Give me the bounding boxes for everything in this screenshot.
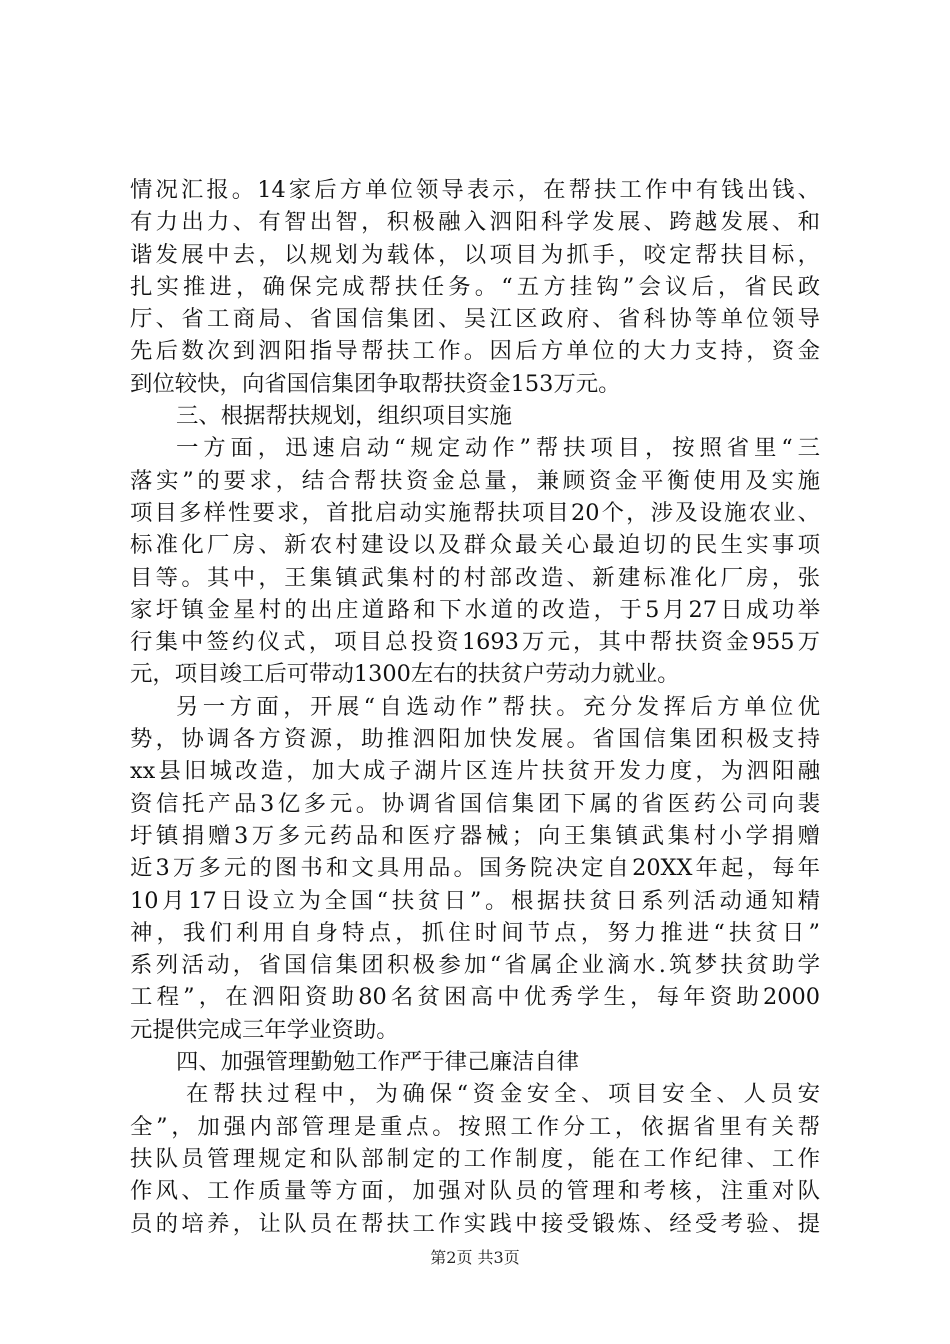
text-line: 在帮扶过程中，为确保“资金安全、项目安全、人员安 xyxy=(186,1081,820,1108)
text-line: 三、根据帮扶规划，组织项目实施 xyxy=(176,403,512,430)
document-body xyxy=(130,174,820,1240)
text-line: 10月17日设立为全国“扶贫日”。根据扶贫日系列活动通知精 xyxy=(130,887,820,914)
text-line: 先后数次到泗阳指导帮扶工作。因后方单位的大力支持，资金 xyxy=(130,338,820,365)
text-line: 近3万多元的图书和文具用品。国务院决定自20XX年起，每年 xyxy=(130,855,820,882)
paragraph xyxy=(130,1078,820,1239)
text-line: 四、加强管理勤勉工作严于律己廉洁自律 xyxy=(176,1049,580,1076)
text-line: 项目多样性要求，首批启动实施帮扶项目20个，涉及设施农业、 xyxy=(130,499,820,526)
text-line: 另一方面，开展“自选动作”帮扶。充分发挥后方单位优 xyxy=(176,693,820,720)
text-line: xx县旧城改造，加大成子湖片区连片扶贫开发力度，为泗阳融 xyxy=(130,758,820,785)
text-line: 情况汇报。14家后方单位领导表示，在帮扶工作中有钱出钱、 xyxy=(130,177,820,203)
text-line: 圩镇捐赠3万多元药品和医疗器械；向王集镇武集村小学捐赠 xyxy=(130,822,820,849)
text-line: 资信托产品3亿多元。协调省国信集团下属的省医药公司向裴 xyxy=(130,790,820,817)
text-line: 落实”的要求，结合帮扶资金总量，兼顾资金平衡使用及实施 xyxy=(130,467,820,494)
text-line: 厅、省工商局、省国信集团、吴江区政府、省科协等单位领导 xyxy=(130,306,820,333)
text-line: 目等。其中，王集镇武集村的村部改造、新建标准化厂房，张 xyxy=(130,564,820,591)
text-line: 到位较快，向省国信集团争取帮扶资金153万元。 xyxy=(130,370,621,397)
text-line: 工程”，在泗阳资助80名贫困高中优秀学生，每年资助2000 xyxy=(130,984,820,1011)
text-line: 扎实推进，确保完成帮扶任务。“五方挂钩”会议后，省民政 xyxy=(130,273,820,300)
text-line: 扶队员管理规定和队部制定的工作制度，能在工作纪律、工作 xyxy=(130,1145,820,1172)
text-line: 系列活动，省国信集团积极参加“省属企业滴水.筑梦扶贫助学 xyxy=(130,952,820,979)
text-line: 元提供完成三年学业资助。 xyxy=(130,1016,399,1043)
paragraph xyxy=(130,432,820,690)
paragraph xyxy=(130,174,820,400)
text-line: 作风、工作质量等方面，加强对队员的管理和考核，注重对队 xyxy=(130,1178,820,1205)
text-line: 员的培养，让队员在帮扶工作实践中接受锻炼、经受考验、提 xyxy=(130,1210,820,1237)
section-heading xyxy=(130,400,820,432)
section-heading xyxy=(130,1046,820,1078)
text-line: 行集中签约仪式，项目总投资1693万元，其中帮扶资金955万 xyxy=(130,629,820,656)
text-line: 元，项目竣工后可带动1300左右的扶贫户劳动力就业。 xyxy=(130,661,680,688)
text-line: 势，协调各方资源，助推泗阳加快发展。省国信集团积极支持 xyxy=(130,726,820,753)
page-footer: 第2页 共3页 xyxy=(430,1248,520,1267)
text-line: 神，我们利用自身特点，抓住时间节点，努力推进“扶贫日” xyxy=(130,919,820,946)
text-line: 一方面，迅速启动“规定动作”帮扶项目，按照省里“三 xyxy=(176,435,820,462)
text-line: 有力出力、有智出智，积极融入泗阳科学发展、跨越发展、和 xyxy=(130,209,820,236)
paragraph xyxy=(130,691,820,1046)
text-line: 家圩镇金星村的出庄道路和下水道的改造，于5月27日成功举 xyxy=(130,596,820,623)
text-line: 标准化厂房、新农村建设以及群众最关心最迫切的民生实事项 xyxy=(130,532,820,559)
text-line: 谐发展中去，以规划为载体，以项目为抓手，咬定帮扶目标， xyxy=(130,241,820,268)
text-line: 全”，加强内部管理是重点。按照工作分工，依据省里有关帮 xyxy=(130,1113,820,1140)
